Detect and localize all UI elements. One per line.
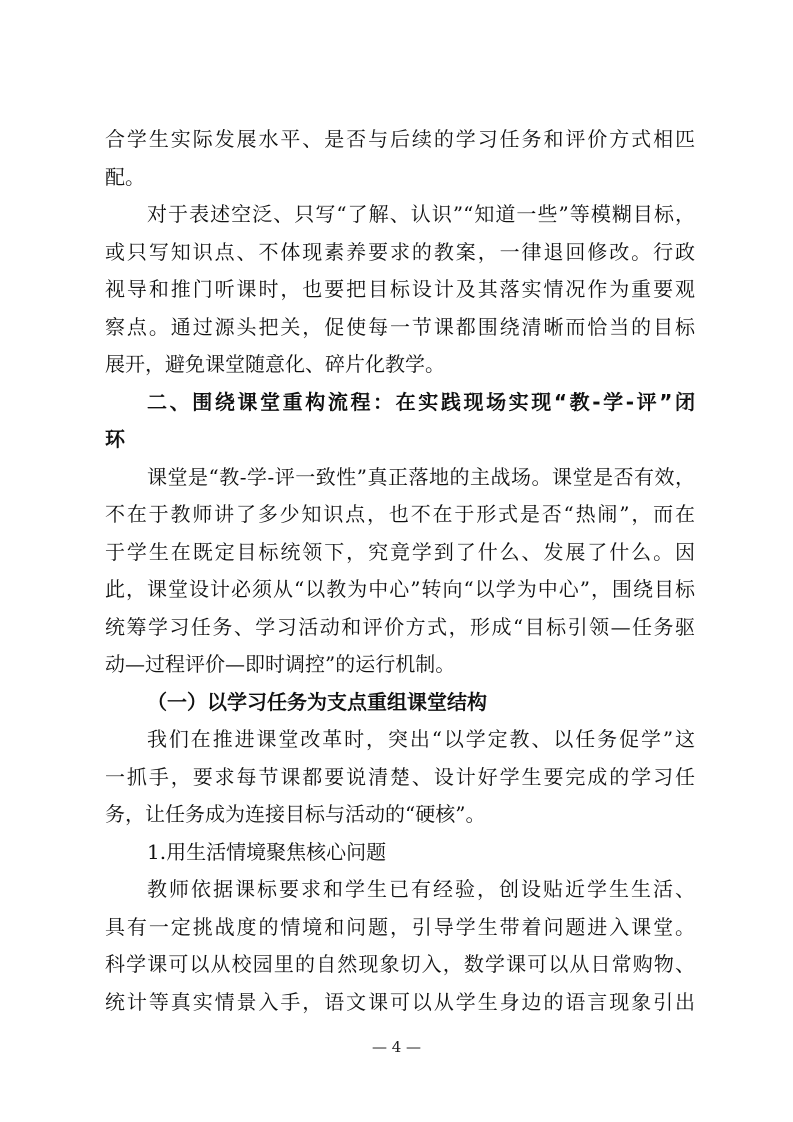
text-line: 具有一定挑战度的情境和问题，引导学生带着问题进入课堂。 <box>105 914 695 939</box>
paragraph <box>105 721 695 834</box>
text-line: 不在于教师讲了多少知识点，也不在于形式是否“热闹”，而在 <box>105 502 695 526</box>
text-line: 统筹学习任务、学习活动和评价方式，形成“目标引领—任务驱 <box>105 614 695 639</box>
paragraph <box>105 121 695 196</box>
text-line: 教师依据课标要求和学生已有经验，创设贴近学生生活、 <box>147 877 695 901</box>
text-line: 科学课可以从校园里的自然现象切入，数学课可以从日常购物、 <box>105 952 695 976</box>
text-line: （一）以学习任务为支点重组课堂结构 <box>147 689 487 714</box>
text-line: 察点。通过源头把关，促使每一节课都围绕清晰而恰当的目标 <box>105 314 695 339</box>
text-line: 于学生在既定目标统领下，究竟学到了什么、发展了什么。因 <box>105 539 695 564</box>
text-line: 务，让任务成为连接目标与活动的“硬核”。 <box>105 802 486 826</box>
text-line: 课堂是“教-学-评一致性”真正落地的主战场。课堂是否有效， <box>147 464 695 489</box>
text-line: 动—过程评价—即时调控”的运行机制。 <box>105 652 456 676</box>
document-body <box>105 121 695 1021</box>
text-line: 我们在推进课堂改革时，突出“以学定教、以任务促学”这 <box>147 727 695 751</box>
section-heading <box>105 384 695 459</box>
text-line: 或只写知识点、不体现素养要求的教案，一律退回修改。行政 <box>105 239 695 264</box>
sub-heading <box>105 834 695 872</box>
sub-heading <box>105 684 695 722</box>
paragraph <box>105 196 695 384</box>
text-line: 视导和推门听课时，也要把目标设计及其落实情况作为重要观 <box>105 277 695 301</box>
text-line: 一抓手，要求每节课都要说清楚、设计好学生要完成的学习任 <box>105 764 695 789</box>
paragraph <box>105 871 695 1021</box>
text-line: 环 <box>105 427 125 451</box>
text-line: 展开，避免课堂随意化、碎片化教学。 <box>105 352 445 376</box>
paragraph <box>105 459 695 684</box>
text-line: 此，课堂设计必须从“以教为中心”转向“以学为中心”，围绕目标 <box>105 577 695 601</box>
page-number: — 4 — <box>371 1038 422 1056</box>
text-line: 二、围绕课堂重构流程：在实践现场实现“教-学-评”闭 <box>147 389 695 414</box>
text-line: 配。 <box>105 164 145 189</box>
text-line: 统计等真实情景入手，语文课可以从学生身边的语言现象引出 <box>105 989 695 1014</box>
text-line: 1.用生活情境聚焦核心问题 <box>147 839 387 864</box>
text-line: 对于表述空泛、只写“了解、认识”“知道一些”等模糊目标， <box>147 202 695 226</box>
text-line: 合学生实际发展水平、是否与后续的学习任务和评价方式相匹 <box>105 127 695 151</box>
